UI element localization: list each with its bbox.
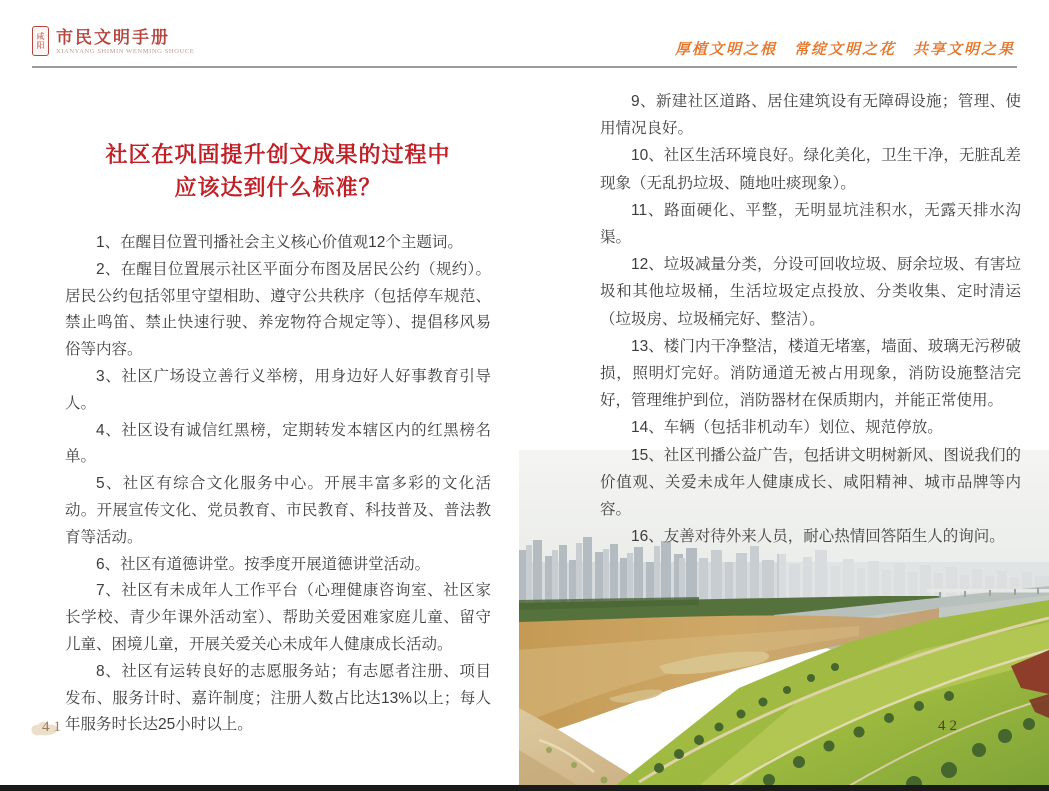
list-item: 12、垃圾减量分类，分设可回收垃圾、厨余垃圾、有害垃圾和其他垃圾桶，生活垃圾定点投放、分类收集、定时清运（垃圾房、垃圾桶完好、整洁）。 [600,256,1021,328]
list-item: 3、社区广场设立善行义举榜，用身边好人好事教育引导人。 [65,367,491,412]
header-divider [32,66,1017,68]
left-page [65,138,491,739]
logo-subtitle: XIANYANG SHIMIN WENMING SHOUCE [56,47,195,55]
list-item: 1、在醒目位置刊播社会主义核心价值观12个主题词。 [96,234,463,251]
list-item: 14、车辆（包括非机动车）划位、规范停放。 [631,419,943,437]
seal-icon [32,26,49,56]
list-item: 16、友善对待外来人员，耐心热情回答陌生人的询问。 [631,528,1005,546]
seal-char-bottom: 阳 [36,41,45,50]
header-slogan: 厚植文明之根 常绽文明之花 共享文明之果 [674,42,1015,58]
page-number-right: 42 [938,718,961,734]
logo-text [56,28,194,55]
list-item: 15、社区刊播公益广告，包括讲文明树新风、图说我们的价值观、关爱未成年人健康成长、咸阳精神、城市品牌等内容。 [600,446,1021,519]
list-item: 13、楼门内干净整洁，楼道无堵塞，墙面、玻璃无污秽破损，照明灯完好。消防通道无被占用现象，消防设施整洁完好，管理维护到位，消防器材在保质期内，并能正常使用。 [600,337,1021,410]
page-number-left-block [30,716,90,742]
page-title-line2: 应该达到什么标准？ [174,175,382,200]
page-number-left: 41 [42,719,65,735]
list-item: 11、路面硬化、平整，无明显坑洼积水，无露天排水沟渠。 [600,201,1021,247]
list-item: 10、社区生活环境良好。绿化美化，卫生干净，无脏乱差现象（无乱扔垃圾、随地吐痰现象）。 [600,147,1021,192]
seal-char-top: 咸 [36,32,45,41]
left-paragraphs [65,230,491,739]
bottom-edge-bar [0,785,1049,791]
page-title [65,138,491,204]
list-item: 2、在醒目位置展示社区平面分布图及居民公约（规约）。居民公约包括邻里守望相助、遵守公共秩序（包括停车规范、禁止鸣笛、禁止快速行驶、养宠物符合规定等）、提倡移风易俗等内容。 [65,260,491,359]
list-item: 4、社区设有诚信红黑榜，定期转发本辖区内的红黑榜名单。 [65,421,491,466]
list-item: 7、社区有未成年人工作平台（心理健康咨询室、社区家长学校、青少年课外活动室）、帮助关爱困难家庭儿童、留守儿童、困境儿童，开展关爱关心未成年人健康成长活动。 [65,582,491,653]
list-item: 8、社区有运转良好的志愿服务站；有志愿者注册、项目发布、服务计时、嘉许制度；注册人数占比达13%以上；每人年服务时长达25小时以上。 [65,662,491,734]
page-title-line1: 社区在巩固提升创文成果的过程中 [105,142,451,167]
list-item: 5、社区有综合文化服务中心。开展丰富多彩的文化活动。开展宣传文化、党员教育、市民教育、科技普及、普法教育等活动。 [65,475,491,546]
right-page [600,88,1021,550]
handbook-logo [32,26,194,56]
logo-title: 市民文明手册 [56,27,170,47]
list-item: 9、新建社区道路、居住建筑设有无障碍设施；管理、使用情况良好。 [600,93,1021,138]
list-item: 6、社区有道德讲堂。按季度开展道德讲堂活动。 [96,555,431,573]
